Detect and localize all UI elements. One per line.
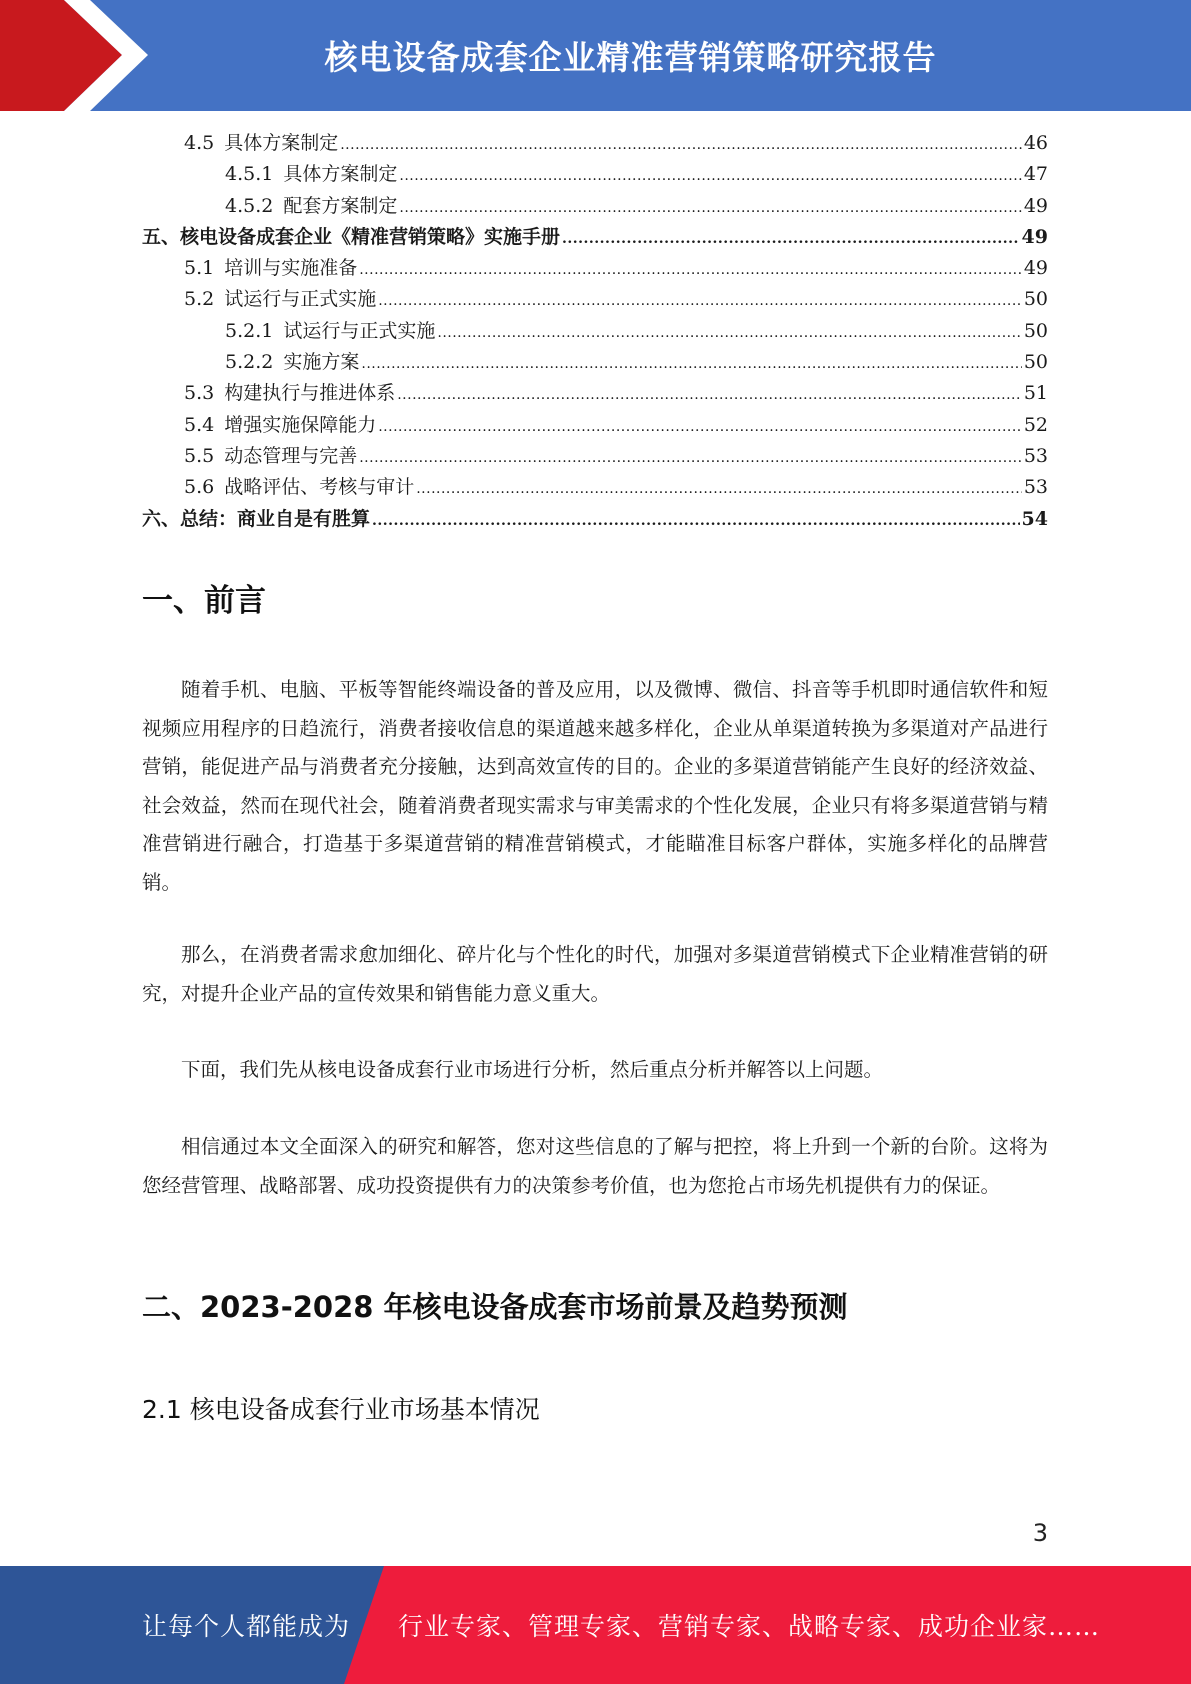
toc-dot-leader (399, 200, 1021, 216)
table-of-contents (142, 128, 1048, 535)
footer-slogan-left: 让每个人都能成为 (142, 1612, 351, 1641)
toc-entry[interactable] (142, 472, 1048, 503)
toc-entry-title: 配套方案制定 (283, 194, 398, 217)
toc-dot-leader (399, 168, 1021, 184)
toc-entry-title: 构建执行与推进体系 (224, 382, 396, 405)
toc-dot-leader (562, 231, 1020, 247)
paragraph: 相信通过本文全面深入的研究和解答，您对这些信息的了解与把控，将上升到一个新的台阶。这将为您经营管理、战略部署、成功投资提供有力的决策参考价值，也为您抢占市场先机提供有力的保证。 (142, 1135, 1048, 1197)
toc-entry[interactable] (142, 128, 1048, 159)
toc-entry-number: 4.5.1 (225, 163, 274, 186)
toc-dot-leader (437, 325, 1021, 341)
toc-entry-title: 动态管理与完善 (224, 444, 358, 467)
toc-entry[interactable] (142, 159, 1048, 190)
toc-dot-leader (340, 137, 1022, 153)
toc-entry[interactable] (142, 284, 1048, 315)
toc-entry[interactable] (142, 410, 1048, 441)
toc-entry[interactable] (142, 347, 1048, 378)
paragraph: 下面，我们先从核电设备成套行业市场进行分析，然后重点分析并解答以上问题。 (181, 1058, 884, 1081)
toc-dot-leader (359, 450, 1022, 466)
toc-entry-page: 49 (1023, 257, 1048, 280)
toc-entry-page: 51 (1023, 382, 1048, 405)
subsection-heading: 2.1 核电设备成套行业市场基本情况 (142, 1395, 540, 1424)
toc-entry-number: 4.5.2 (225, 194, 274, 217)
toc-entry-page: 50 (1023, 288, 1048, 311)
toc-entry[interactable] (142, 191, 1048, 222)
page-footer (0, 1566, 1191, 1684)
toc-entry[interactable] (142, 253, 1048, 284)
page-number: 3 (1032, 1519, 1048, 1547)
toc-dot-leader (361, 356, 1021, 372)
toc-dot-leader (378, 419, 1022, 435)
toc-entry-page: 49 (1023, 194, 1048, 217)
toc-entry-page: 53 (1023, 476, 1048, 499)
section-heading-market-forecast: 二、2023-2028 年核电设备成套市场前景及趋势预测 (142, 1290, 848, 1324)
toc-dot-leader (416, 481, 1022, 497)
toc-entry-number: 六、 (142, 507, 181, 530)
toc-entry-number: 5.2 (184, 288, 215, 311)
toc-entry-title: 核电设备成套企业《精准营销策略》实施手册 (180, 225, 561, 248)
toc-dot-leader (359, 262, 1022, 278)
toc-entry-page: 54 (1021, 507, 1048, 530)
toc-entry-page: 53 (1023, 444, 1048, 467)
toc-entry-title: 试运行与正式实施 (224, 288, 377, 311)
toc-entry[interactable] (142, 504, 1048, 535)
toc-entry-title: 总结：商业自是有胜算 (180, 507, 371, 530)
toc-entry-number: 4.5 (184, 132, 215, 154)
toc-entry[interactable] (142, 441, 1048, 472)
toc-entry[interactable] (142, 378, 1048, 409)
toc-dot-leader (372, 513, 1020, 529)
toc-dot-leader (378, 293, 1022, 309)
page-header (0, 0, 1191, 111)
toc-entry-title: 具体方案制定 (283, 163, 398, 186)
toc-entry-title: 增强实施保障能力 (224, 413, 377, 436)
toc-entry-number: 5.1 (184, 257, 215, 280)
toc-entry-number: 5.6 (184, 476, 215, 499)
section-heading-preface: 一、前言 (142, 583, 266, 619)
toc-entry-title: 实施方案 (283, 351, 360, 374)
toc-entry-page: 46 (1023, 132, 1048, 154)
report-title: 核电设备成套企业精准营销策略研究报告 (324, 38, 937, 77)
toc-entry-page: 50 (1023, 351, 1048, 374)
toc-entry-page: 47 (1023, 163, 1048, 186)
footer-slogan-right: 行业专家、管理专家、营销专家、战略专家、成功企业家…… (398, 1612, 1101, 1641)
toc-entry-page: 50 (1023, 319, 1048, 342)
toc-entry[interactable] (142, 316, 1048, 347)
toc-entry-number: 5.3 (184, 382, 215, 405)
toc-entry-title: 战略评估、考核与审计 (224, 476, 415, 499)
toc-entry-title: 具体方案制定 (224, 132, 339, 154)
toc-entry[interactable] (142, 222, 1048, 253)
toc-entry-page: 52 (1023, 413, 1048, 436)
toc-entry-number: 5.4 (184, 413, 215, 436)
paragraph: 那么，在消费者需求愈加细化、碎片化与个性化的时代，加强对多渠道营销模式下企业精准营销的研究，对提升企业产品的宣传效果和销售能力意义重大。 (142, 943, 1048, 1005)
toc-entry-page: 49 (1021, 225, 1048, 248)
toc-entry-title: 培训与实施准备 (224, 257, 358, 280)
paragraph: 随着手机、电脑、平板等智能终端设备的普及应用，以及微博、微信、抖音等手机即时通信软件和短视频应用程序的日趋流行，消费者接收信息的渠道越来越多样化，企业从单渠道转换为多渠道对产品进行营销，能促进产品与消费者充分接触，达到高效宣传的目的。企业的多渠道营销能产生良好的经济效益、社会效益，然而在现代社会，随着消费者现实需求与审美需求的个性化发展，企业只有将多渠道营销与精准营销进行融合，打造基于多渠道营销的精准营销模式，才能瞄准目标客户群体，实施多样化的品牌营销。 (142, 678, 1048, 894)
toc-entry-number: 五、 (142, 225, 181, 248)
toc-entry-number: 5.2.1 (225, 319, 274, 342)
toc-entry-number: 5.5 (184, 444, 215, 467)
toc-entry-title: 试运行与正式实施 (283, 319, 436, 342)
toc-entry-number: 5.2.2 (225, 351, 274, 374)
toc-dot-leader (397, 387, 1022, 403)
